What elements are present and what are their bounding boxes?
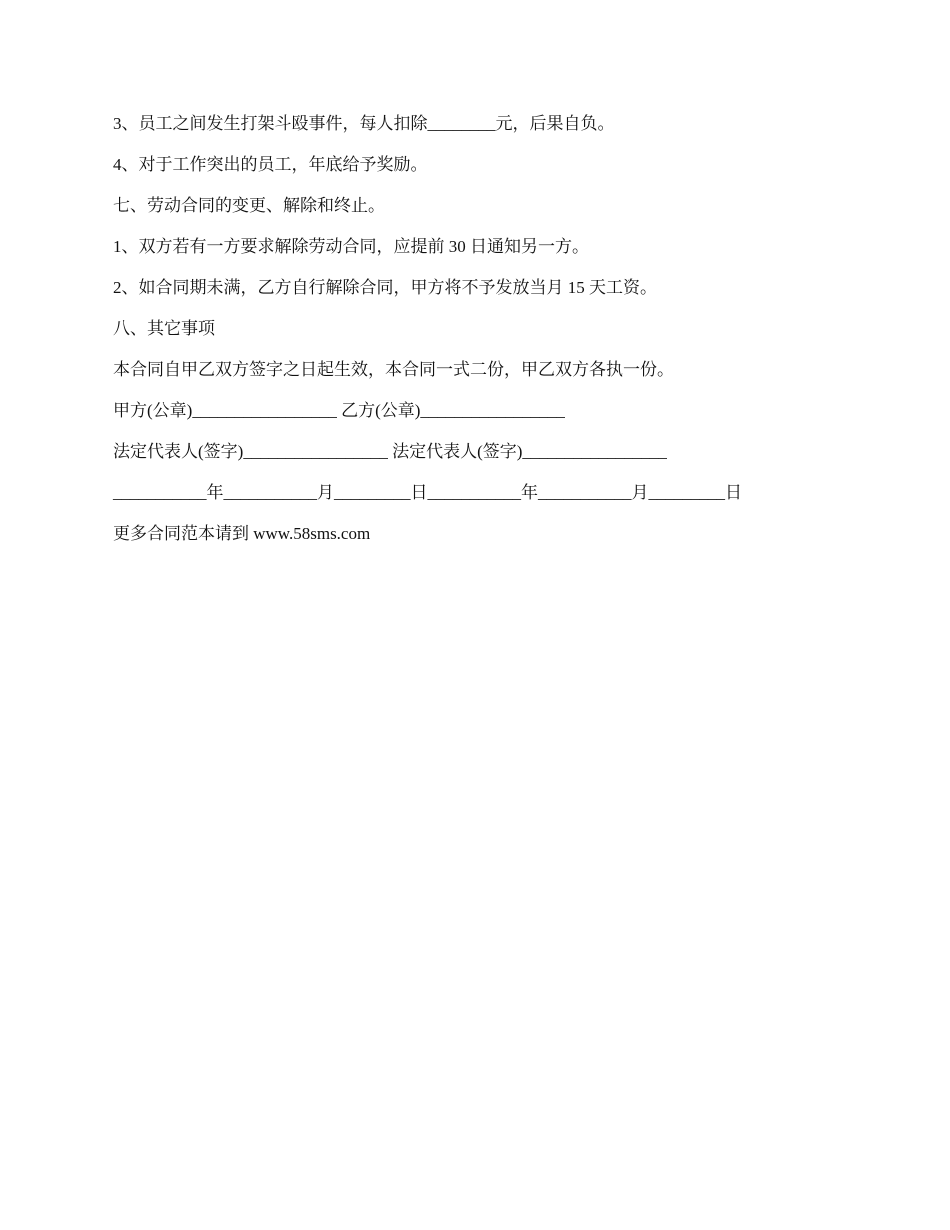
section-heading-contract-change: 七、劳动合同的变更、解除和终止。: [113, 196, 385, 215]
document-body: [113, 112, 833, 563]
signature-line-seals: 甲方(公章)_________________ 乙方(公章)_________________: [113, 401, 565, 420]
clause-reward: 4、对于工作突出的员工，年底给予奖励。: [113, 155, 428, 174]
clause-early-termination: 2、如合同期未满，乙方自行解除合同，甲方将不予发放当月 15 天工资。: [113, 278, 657, 297]
clause-termination-notice: 1、双方若有一方要求解除劳动合同，应提前 30 日通知另一方。: [113, 237, 589, 256]
signature-line-dates: ___________年___________月_________日___________年___________月_________日: [113, 483, 742, 502]
signature-line-representatives: 法定代表人(签字)_________________ 法定代表人(签字)_________________: [113, 442, 667, 461]
clause-effective-date: 本合同自甲乙双方签字之日起生效，本合同一式二份，甲乙双方各执一份。: [113, 360, 674, 379]
section-heading-other-matters: 八、其它事项: [113, 319, 215, 338]
footer-more-templates: 更多合同范本请到 www.58sms.com: [113, 524, 371, 543]
clause-fighting-penalty: 3、员工之间发生打架斗殴事件，每人扣除________元，后果自负。: [113, 114, 615, 133]
